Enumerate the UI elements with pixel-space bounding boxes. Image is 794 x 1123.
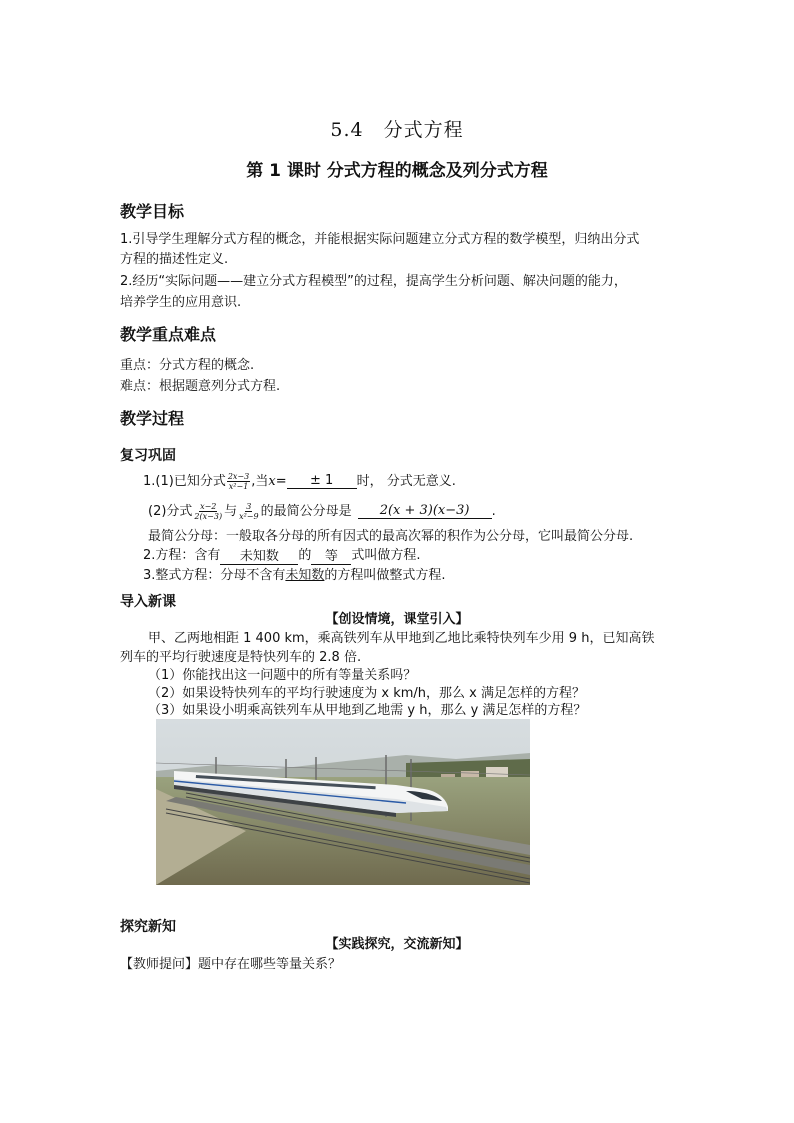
intro-q1: （1）你能找出这一问题中的所有等量关系吗？ [148,668,417,683]
fraction-denominator: x²−1 [228,481,249,491]
review-q1-suffix: 时， 分式无意义. [356,473,456,489]
review-q2-with: 与 [224,503,238,519]
review-q2-answer: 2(x + 3)(x−3) [358,503,492,519]
lesson-title: 5.4 分式方程 [330,119,464,141]
review-q3 [143,546,421,565]
review-q4-prefix: 3.整式方程：分母不含有 [143,568,286,583]
review-q3-mid: 的 [298,548,312,563]
intro-q2: （2）如果设特快列车的平均行驶速度为 x km/h，那么 x 满足怎样的方程？ [148,686,585,701]
teacher-question: 【教师提问】题中存在哪些等量关系？ [120,957,342,972]
review-q2-fraction-1 [193,502,223,521]
review-q3-prefix: 2.方程：含有 [143,548,221,563]
key-point: 重点：分式方程的概念. [120,358,255,373]
intro-box-title: 【创设情境，课堂引入】 [325,612,469,627]
review-q3-blank-2: 等 [311,549,351,565]
fraction-denominator: x²−9 [239,511,259,521]
review-q2-end: . [491,503,496,519]
fraction-numerator: 2x−3 [227,471,250,481]
review-q1-prefix: 1.(1)已知分式 [143,473,226,489]
review-q1-when: ,当 [251,473,269,489]
key-points-heading: 教学重点难点 [120,325,217,344]
review-q2 [148,497,496,525]
lcd-definition: 最简公分母：一般取各分母的所有因式的最高次幂的积作为公分母，它叫最简公分母. [148,529,634,544]
explore-heading: 探究新知 [120,919,176,935]
intro-q3: （3）如果设小明乘高铁列车从甲地到乙地需 y h，那么 y 满足怎样的方程？ [148,703,587,718]
review-q2-prefix: (2)分式 [148,503,193,519]
review-q1 [143,468,456,494]
fraction-denominator: 2(x−3) [194,511,223,521]
review-q1-answer: ± 1 [287,473,357,489]
review-q4-underlined: 未知数 [285,568,325,583]
high-speed-train-photo [156,719,530,885]
review-q3-suffix: 式叫做方程. [351,548,421,563]
intro-para-line1: 甲、乙两地相距 1 400 km，乘高铁列车从甲地到乙地比乘特快列车少用 9 h，已知高铁 [148,631,655,646]
intro-heading: 导入新课 [120,594,176,610]
review-q1-fraction [227,472,250,491]
goal-2-line2: 培养学生的应用意识. [120,295,242,310]
fraction-numerator: x−2 [200,501,217,511]
review-q1-eq: = [275,473,287,489]
review-q1-var: x [268,473,276,489]
review-q4 [143,566,446,585]
goals-heading: 教学目标 [120,202,185,221]
review-q2-mid: 的最简公分母是 [260,503,352,519]
goal-1-line2: 方程的描述性定义. [120,252,229,267]
fraction-numerator: 3 [246,501,252,511]
review-q3-blank-1: 未知数 [220,549,298,565]
review-q2-fraction-2 [238,502,260,521]
goal-1-line1: 1.引导学生理解分式方程的概念，并能根据实际问题建立分式方程的数学模型，归纳出分式 [120,232,640,247]
difficult-point: 难点：根据题意列分式方程. [120,379,281,394]
intro-para-line2: 列车的平均行驶速度是特快列车的 2.8 倍. [120,650,362,665]
review-q4-suffix: 的方程叫做整式方程. [324,568,446,583]
process-heading: 教学过程 [120,409,185,428]
lesson-subtitle: 第 1 课时 分式方程的概念及列分式方程 [246,161,548,181]
goal-2-line1: 2.经历“实际问题——建立分式方程模型”的过程，提高学生分析问题、解决问题的能力， [120,274,627,289]
explore-box-title: 【实践探究，交流新知】 [325,937,469,952]
review-heading: 复习巩固 [120,448,176,464]
